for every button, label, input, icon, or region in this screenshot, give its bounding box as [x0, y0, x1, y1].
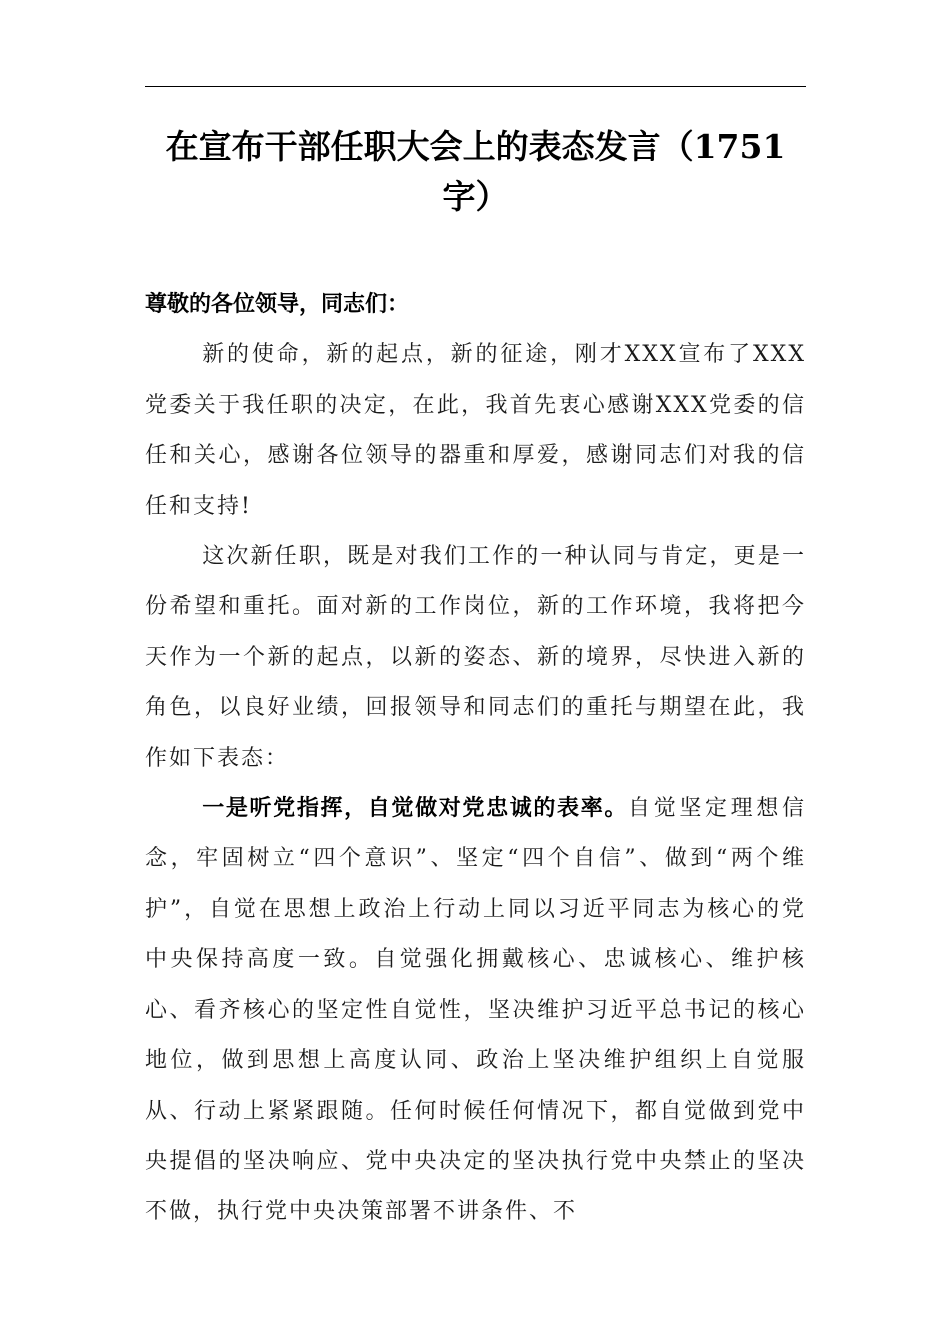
paragraph-text: 这次新任职，既是对我们工作的一种认同与肯定，更是一份希望和重托。面对新的工作岗位，新的工作环境，我将把今天作为一个新的起点，以新的姿态、新的境界，尽快进入新的角色，以良好业绩，回报领导和同志们的重托与期望在此，我作如下表态： — [145, 544, 806, 771]
greeting: 尊敬的各位领导，同志们： — [145, 292, 410, 317]
document-title: 在宣布干部任职大会上的表态发言（1751字） — [165, 127, 786, 216]
paragraph-3 — [145, 784, 806, 1238]
paragraph-text: 自觉坚定理想信念，牢固树立“四个意识”、坚定“四个自信”、做到“两个维护”，自觉在思想上政治上行动上同以习近平同志为核心的党中央保持高度一致。自觉强化拥戴核心、忠诚核心、维护核心、看齐核心的坚定性自觉性，坚决维护习近平总书记的核心地位，做到思想上高度认同、政治上坚决维护组织上自觉服从、行动上紧紧跟随。任何时候任何情况下，都自觉做到党中央提倡的坚决响应、党中央决定的坚决执行党中央禁止的坚决不做，执行党中央决策部署不讲条件、不 — [145, 796, 806, 1225]
paragraph-1 — [145, 330, 806, 532]
paragraph-2 — [145, 532, 806, 784]
header-rule — [145, 86, 806, 87]
paragraph-lead: 一是听党指挥，自觉做对党忠诚的表率。 — [202, 796, 629, 822]
paragraph-text: 新的使命，新的起点，新的征途，刚才XXX宣布了XXX党委关于我任职的决定，在此，我首先衷心感谢XXX党委的信任和关心，感谢各位领导的器重和厚爱，感谢同志们对我的信任和支持! — [145, 342, 806, 519]
document-body — [145, 280, 806, 1238]
